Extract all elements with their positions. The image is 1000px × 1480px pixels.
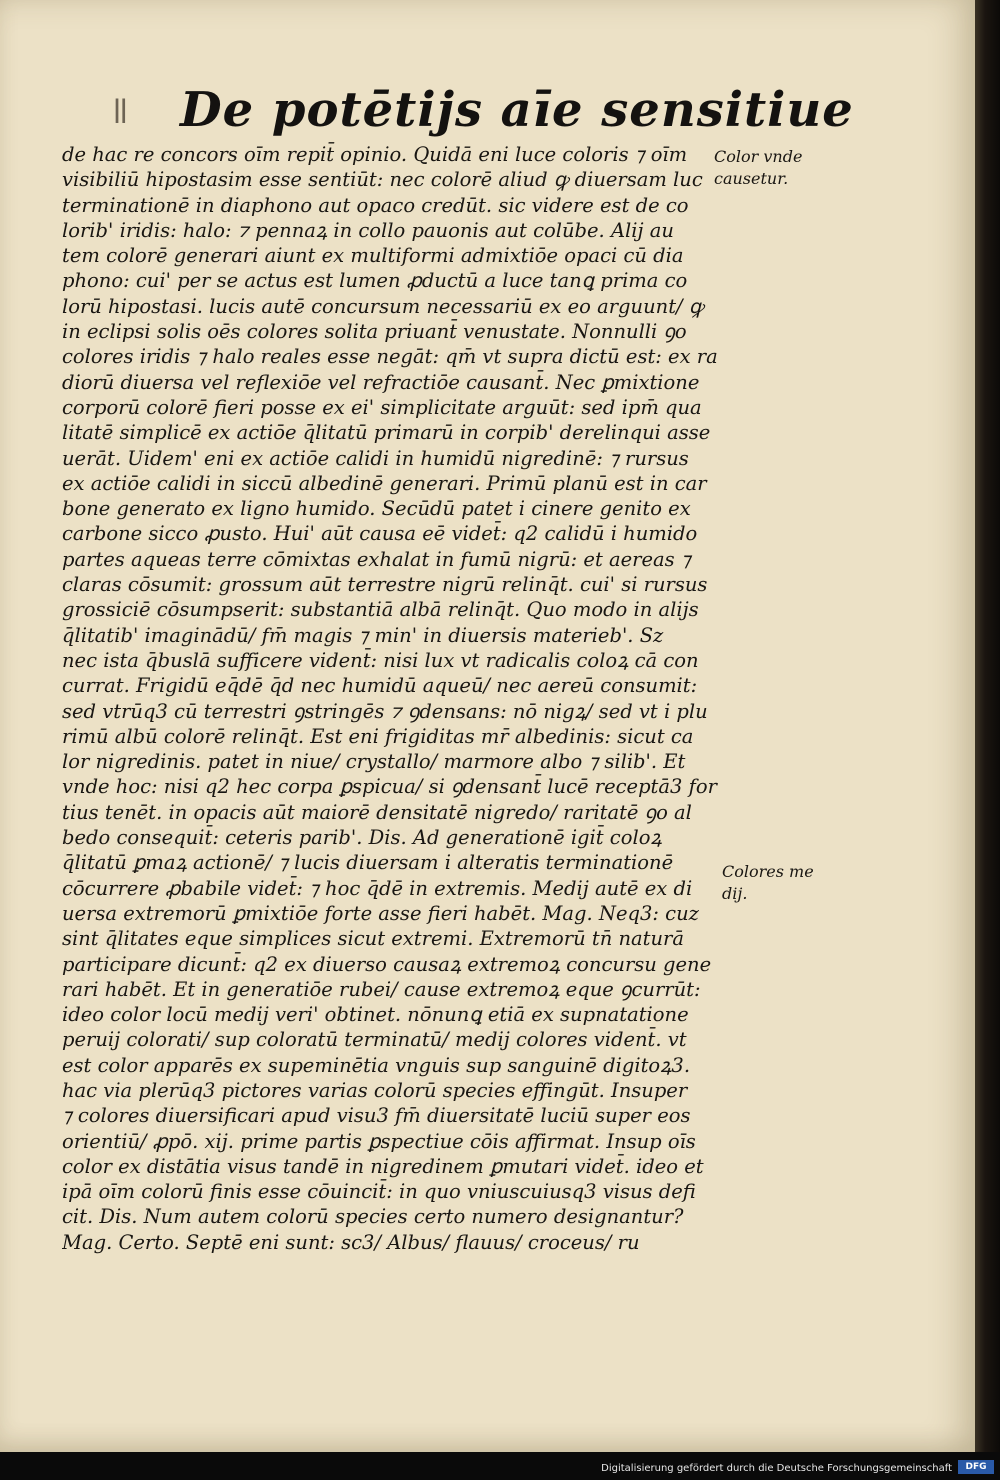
- text-line: uersa extremorū ꝑmixtiōe forte asse fieri habēt. Mag. Neq3: cuz: [62, 901, 699, 925]
- margin-note-line: Colores me: [722, 862, 814, 881]
- text-line: cit. Dis. Num autem colorū species certo numero designantur?: [62, 1205, 684, 1229]
- text-line: ⁊ colores diuersificari apud visu3 fm̄ diuersitatē luciū super eos: [62, 1104, 691, 1128]
- digitization-credit: Digitalisierung gefördert durch die Deutsche Forschungsgemeinschaft: [601, 1463, 952, 1474]
- running-head: De potētijs aīe sensitiue: [180, 82, 854, 138]
- text-line: bedo consequit̄: ceteris parib'. Dis. Ad generationē igit̄ coloꝝ: [62, 826, 662, 850]
- text-line: diorū diuersa vel reflexiōe vel refractiōe causant̄. Nec ꝑmixtione: [62, 370, 700, 394]
- text-line: rimū albū colorē relinq̄t. Est eni frigiditas mr̄ albedinis: sicut ca: [62, 724, 694, 748]
- text-line: phono: cui' per se actus est lumen ꝓductū a luce tanꝗ prima co: [62, 269, 688, 293]
- text-line: vnde hoc: nisi q2 hec corpa ꝑspicua/ si ꝯdensant̄ lucē receptā3 for: [62, 775, 717, 799]
- text-line: lor nigredinis. patet in niue/ crystallo/ marmore albo ⁊ silib'. Et: [62, 750, 686, 774]
- text-line: ex actiōe calidi in siccū albedinē generari. Primū planū est in car: [62, 471, 707, 495]
- text-line: q̄litatū ꝑmaꝝ actionē/ ⁊ lucis diuersam i alteratis terminationē: [62, 851, 674, 875]
- text-line: de hac re concors oīm repit̄ opinio. Quidā eni luce coloris ⁊ oīm: [62, 143, 688, 166]
- text-line: corporū colorē fieri posse ex ei' simplicitate arguūt: sed ipm̄ qua: [62, 395, 702, 419]
- text-line: cōcurrere ꝓbabile videt̄: ⁊ hoc q̄dē in extremis. Medij autē ex di: [62, 876, 693, 900]
- text-line: claras cōsumit: grossum aūt terrestre nigrū relinq̄t. cui' si rursus: [62, 573, 708, 597]
- margin-note-medial-colors: [722, 861, 814, 905]
- text-line: Mag. Certo. Septē eni sunt: sc3/ Albus/ flauus/ croceus/ ru: [62, 1230, 640, 1254]
- text-line: uerāt. Uidem' eni ex actiōe calidi in humidū nigredinē: ⁊ rursus: [62, 446, 689, 470]
- text-line: tem colorē generari aiunt ex multiformi admixtiōe opaci cū dia: [62, 244, 684, 268]
- text-line: grossiciē cōsumpserit: substantiā albā relinq̄t. Quo modo in alijs: [62, 598, 699, 622]
- text-line: nec ista q̄buslā sufficere vident̄: nisi lux vt radicalis coloꝝ cā con: [62, 648, 699, 672]
- text-line: sed vtrūq3 cū terrestri ꝯstringēs ⁊ ꝯdensans: nō nigꝝ/ sed vt i plu: [62, 699, 708, 723]
- text-line: terminationē in diaphono aut opaco credūt. sic videre est de co: [62, 193, 689, 217]
- margin-note-line: dij.: [722, 884, 748, 903]
- book-gutter-edge: [975, 0, 1000, 1452]
- text-line: est color apparēs ex supeminētia vnguis sup sanguinē digitoꝝ3.: [62, 1053, 691, 1077]
- text-line: hac via plerūq3 pictores varias colorū species effingūt. Insuper: [62, 1078, 688, 1102]
- text-line: visibiliū hipostasim esse sentiūt: nec colorē aliud ꝙ diuersam luc: [62, 168, 703, 192]
- text-line: ipā oīm colorū finis esse cōuincit̄: in quo vniuscuiusq3 visus defi: [62, 1180, 696, 1204]
- text-line: lorib' iridis: halo: ⁊ pennaꝝ in collo pauonis aut colūbe. Alij au: [62, 218, 674, 242]
- text-line: litatē simplicē ex actiōe q̄litatū primarū in corpib' derelinqui asse: [62, 421, 711, 445]
- dfg-logo: DFG: [958, 1460, 994, 1474]
- text-line: carbone sicco ꝓusto. Hui' aūt causa eē videt̄: q2 calidū i humido: [62, 522, 698, 546]
- text-line: q̄litatib' imaginādū/ fm̄ magis ⁊ min' in diuersis materieb'. Sz: [62, 623, 664, 647]
- text-line: colores iridis ⁊ halo reales esse negāt: qm̄ vt supra dictū est: ex ra: [62, 345, 718, 369]
- margin-note-line: causetur.: [714, 169, 789, 188]
- text-line: color ex distātia visus tandē in nigredinem ꝑmutari videt̄. ideo et: [62, 1154, 704, 1178]
- margin-note-color-origin: [714, 146, 802, 190]
- text-line: sint q̄litates eque simplices sicut extremi. Extremorū tn̄ naturā: [62, 927, 684, 951]
- text-line: ideo color locū medij veri' obtinet. nōnunꝗ etiā ex supnatatione: [62, 1003, 689, 1027]
- text-line: currat. Frigidū eq̄dē q̄d nec humidū aqueū/ nec aereū consumit:: [62, 674, 698, 698]
- text-line: peruij colorati/ sup coloratū terminatū/ medij colores vident̄. vt: [62, 1028, 687, 1052]
- text-line: bone generato ex ligno humido. Secūdū patet i cinere genito ex: [62, 497, 691, 521]
- margin-note-line: Color vnde: [714, 147, 803, 166]
- text-line: tius tenēt. in opacis aūt maiorē densitatē nigredo/ raritatē ꝯo al: [62, 800, 692, 824]
- text-line: participare dicunt̄: q2 ex diuerso causaꝝ extremoꝝ concursu gene: [62, 952, 712, 976]
- text-line: orientiū/ ꝓpō. xij. prime partis ꝑspectiue cōis affirmat. Insup oīs: [62, 1129, 696, 1153]
- text-line: in eclipsi solis oēs colores solita priuant̄ venustate. Nonnulli ꝯo: [62, 320, 687, 344]
- text-line: partes aqueas terre cōmixtas exhalat in fumū nigrū: et aereas ⁊: [62, 547, 691, 571]
- header-ornament-mark: ǁ: [112, 92, 129, 132]
- body-text-block: [62, 142, 722, 1255]
- text-line: lorū hipostasi. lucis autē concursum necessariū ex eo arguunt/ ꝙ: [62, 294, 704, 318]
- text-line: rari habēt. Et in generatiōe rubei/ cause extremoꝝ eque ꝯcurrūt:: [62, 977, 701, 1001]
